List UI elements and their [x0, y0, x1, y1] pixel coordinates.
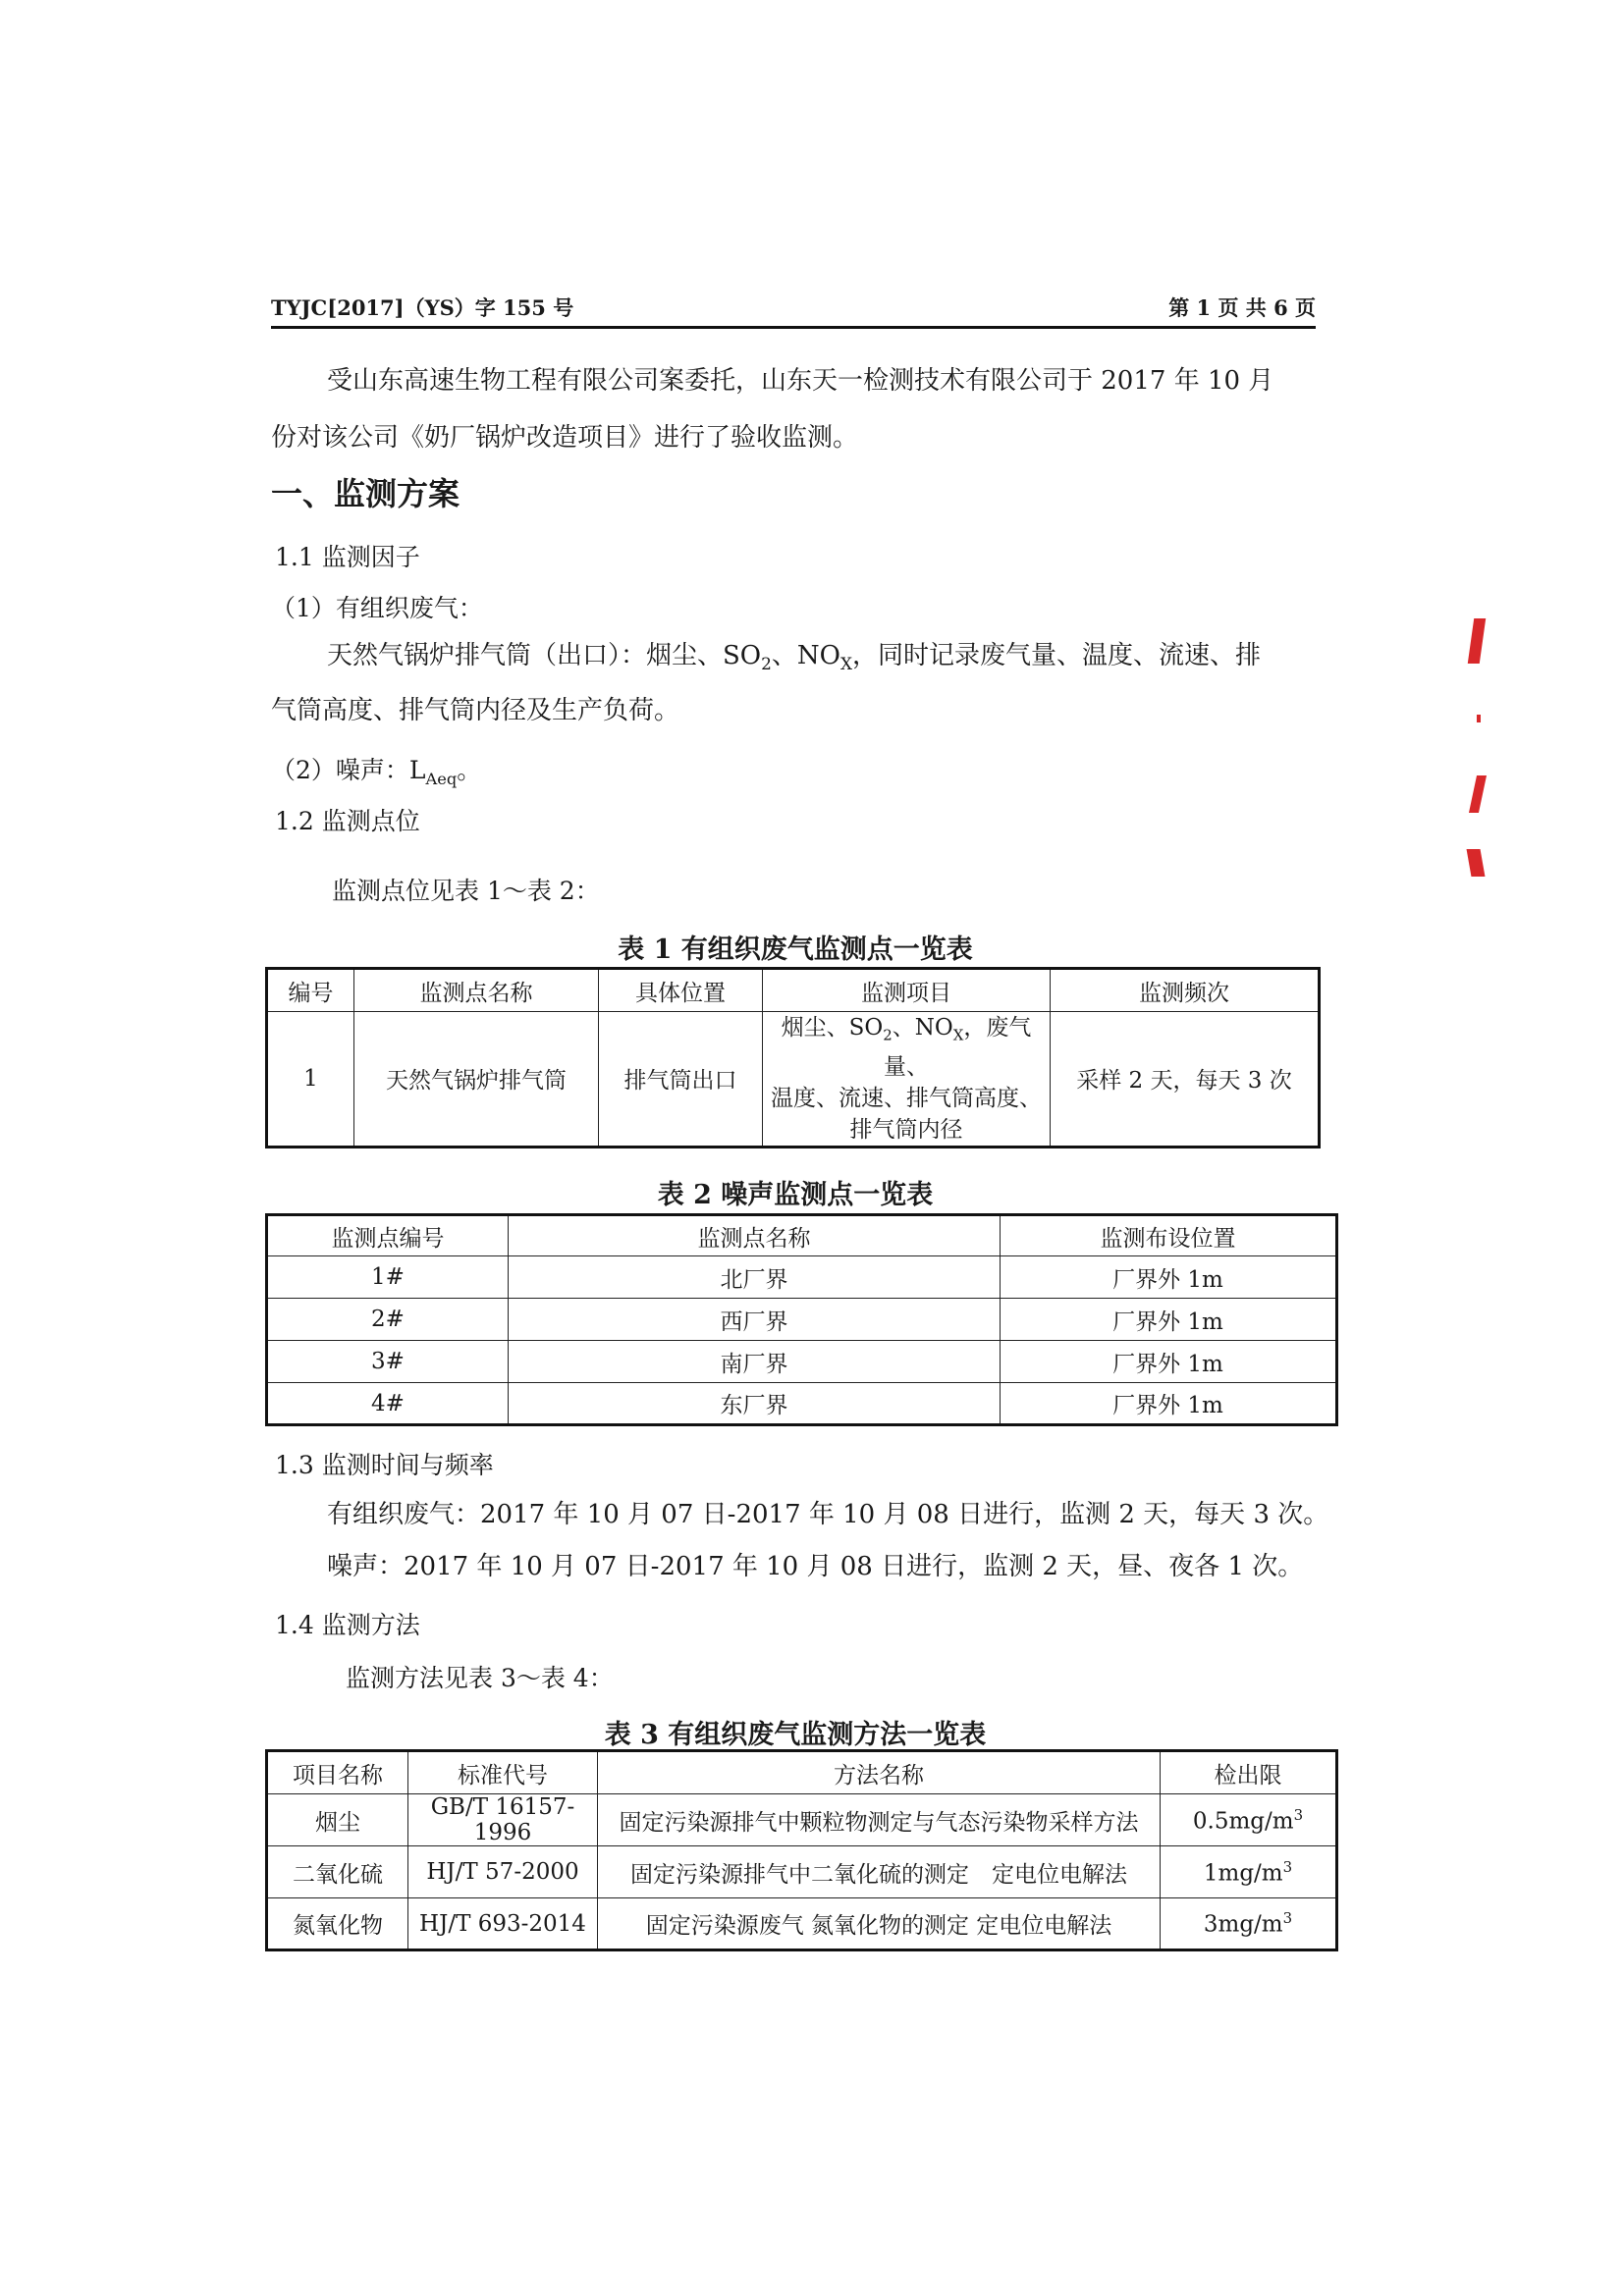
intro-line-2: 份对该公司《奶厂锅炉改造项目》进行了验收监测。	[271, 423, 859, 453]
table-cell: 天然气锅炉排气筒	[354, 1012, 599, 1148]
table-cell: $1mg/m^3$	[1161, 1846, 1337, 1898]
table-cell: 东厂界	[509, 1383, 1001, 1425]
table-cell: 厂界外 1m	[1001, 1256, 1337, 1299]
table-cell: 北厂界	[509, 1256, 1001, 1299]
methods-note: 监测方法见表 3～表 4：	[346, 1664, 614, 1692]
table-cell: 氮氧化物	[267, 1898, 408, 1950]
table-3	[265, 1749, 1338, 1951]
table-cell: 1	[267, 1012, 354, 1148]
table-cell: 烟尘	[267, 1794, 408, 1846]
table-row	[267, 1012, 1320, 1148]
time-line-2: 噪声：2017 年 10 月 07 日-2017 年 10 月 08 日进行，监测 2 天，昼、夜各 1 次。	[327, 1552, 1304, 1581]
heading-1-4: 1.4 监测方法	[275, 1611, 420, 1639]
table-cell: 厂界外 1m	[1001, 1383, 1337, 1425]
table-header-cell: 编号	[267, 969, 354, 1012]
table-header-cell: 监测频次	[1051, 969, 1320, 1012]
table-header-cell: 监测点名称	[354, 969, 599, 1012]
table-cell: 西厂界	[509, 1299, 1001, 1341]
table-cell: 烟尘、$SO_2$、$NO_X$，废气量、 温度、流速、排气筒高度、 排气筒内径	[763, 1012, 1051, 1148]
table-cell: HJ/T 57-2000	[408, 1846, 598, 1898]
page-number: 第 1 页 共 6 页	[1168, 295, 1316, 320]
table-row	[267, 1794, 1337, 1846]
table-cell: 固定污染源废气 氮氧化物的测定 定电位电解法	[598, 1898, 1161, 1950]
table-header-cell: 检出限	[1161, 1751, 1337, 1794]
intro-line-1: 受山东高速生物工程有限公司案委托，山东天一检测技术有限公司于 2017 年 10 月	[327, 366, 1274, 396]
table-cell: 固定污染源排气中二氧化硫的测定 定电位电解法	[598, 1846, 1161, 1898]
table-header-cell: 监测点编号	[267, 1215, 509, 1256]
table-cell: 南厂界	[509, 1341, 1001, 1383]
table-header-cell: 具体位置	[599, 969, 763, 1012]
heading-1-2: 1.2 监测点位	[275, 807, 420, 835]
table-header-cell: 监测项目	[763, 969, 1051, 1012]
table-row	[267, 1383, 1337, 1425]
table-cell: 采样 2 天，每天 3 次	[1051, 1012, 1320, 1148]
table-row	[267, 1256, 1337, 1299]
table-cell: $3mg/m^3$	[1161, 1898, 1337, 1950]
table-cell: HJ/T 693-2014	[408, 1898, 598, 1950]
table-2	[265, 1213, 1338, 1426]
table-cell: GB/T 16157-1996	[408, 1794, 598, 1846]
table-header-cell: 监测点名称	[509, 1215, 1001, 1256]
table-cell: 固定污染源排气中颗粒物测定与气态污染物采样方法	[598, 1794, 1161, 1846]
factor-body-line-2: 气筒高度、排气筒内径及生产负荷。	[271, 696, 680, 725]
table-row	[267, 1341, 1337, 1383]
seal-stamp-fragment	[1467, 609, 1490, 893]
section-title: 一、监测方案	[271, 475, 460, 512]
table-row	[267, 1898, 1337, 1950]
table-cell: 1#	[267, 1256, 509, 1299]
table-header-cell: 监测布设位置	[1001, 1215, 1337, 1256]
table-cell: 3#	[267, 1341, 509, 1383]
points-note: 监测点位见表 1～表 2：	[332, 877, 600, 905]
table-header-cell: 标准代号	[408, 1751, 598, 1794]
table-1	[265, 967, 1321, 1148]
page-header	[271, 291, 1316, 329]
factor-body-line-1: 天然气锅炉排气筒（出口）：烟尘、$SO_2$、$NO_X$，同时记录废气量、温度、流速、排	[327, 641, 1262, 674]
factor-item-2: （2）噪声：$L_{Aeq}$。	[271, 756, 482, 788]
table-cell: 4#	[267, 1383, 509, 1425]
table-cell: 二氧化硫	[267, 1846, 408, 1898]
table-row	[267, 1846, 1337, 1898]
table-cell: 2#	[267, 1299, 509, 1341]
table-cell: 排气筒出口	[599, 1012, 763, 1148]
table-row	[267, 1299, 1337, 1341]
heading-1-3: 1.3 监测时间与频率	[275, 1451, 494, 1479]
table-cell: 厂界外 1m	[1001, 1299, 1337, 1341]
document-number: TYJC[2017]（YS）字 155 号	[271, 295, 574, 320]
table-header-cell: 方法名称	[598, 1751, 1161, 1794]
table-3-caption: 表 3 有组织废气监测方法一览表	[604, 1720, 987, 1750]
time-line-1: 有组织废气：2017 年 10 月 07 日-2017 年 10 月 08 日进行，监测 2 天，每天 3 次。	[327, 1500, 1329, 1529]
table-cell: $0.5mg/m^3$	[1161, 1794, 1337, 1846]
table-1-caption: 表 1 有组织废气监测点一览表	[618, 934, 973, 965]
table-cell: 厂界外 1m	[1001, 1341, 1337, 1383]
factor-item-1: （1）有组织废气：	[271, 594, 483, 622]
table-2-caption: 表 2 噪声监测点一览表	[657, 1180, 934, 1210]
heading-1-1: 1.1 监测因子	[275, 543, 420, 571]
table-header-cell: 项目名称	[267, 1751, 408, 1794]
